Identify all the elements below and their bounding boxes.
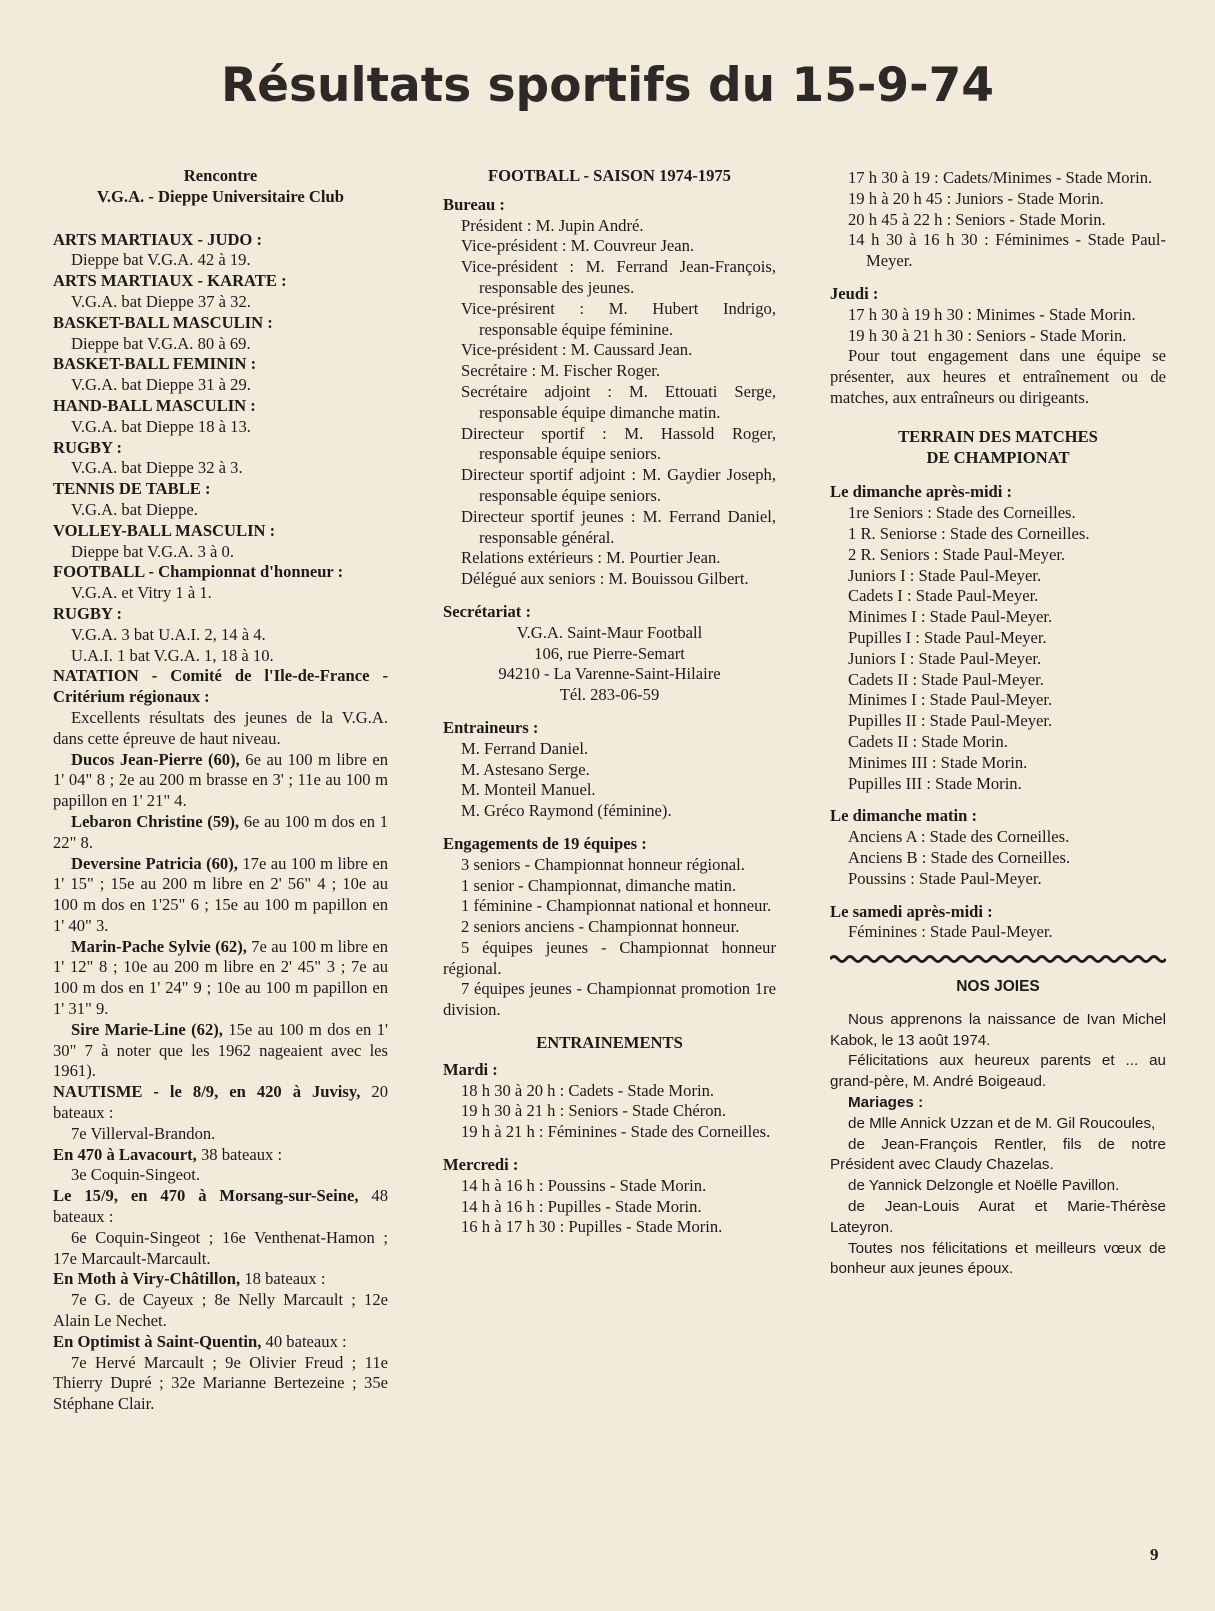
rugby-result: V.G.A. 3 bat U.A.I. 2, 14 à 4.: [71, 624, 266, 644]
football-heading: FOOTBALL - SAISON 1974-1975: [488, 166, 731, 185]
sport-label: BASKET-BALL FEMININ :: [53, 354, 257, 374]
optimist-boats: 40 bateaux :: [265, 1331, 347, 1351]
column-results: [53, 166, 388, 1415]
swimmer-name: Marin-Pache Sylvie (62),: [71, 936, 247, 956]
mercredi-label: Mercredi :: [443, 1155, 519, 1175]
jeudi-label: Jeudi :: [830, 283, 879, 303]
engagement-note: Pour tout engagement dans une équipe se présenter, aux heures et entraînement ou de matches, aux entraîneurs ou dirigeants.: [830, 346, 1166, 407]
lavacourt-entry: [53, 1145, 388, 1166]
natation-label: NATATION - Comité de l'Ile-de-France - Critérium régionaux :: [53, 666, 388, 707]
swimmer-times: 15e au 100 m dos en 1' 30" 7 à noter que les 1962 nageaient avec les 1961).: [53, 1019, 388, 1081]
nautisme-result: 7e Villerval-Brandon.: [71, 1123, 216, 1143]
address-phone: Tél. 283-06-59: [559, 685, 660, 705]
bureau-member: Secrétaire : M. Fischer Roger.: [461, 361, 661, 381]
mercredi-cont-list: [830, 168, 1166, 272]
morsang-result: 6e Coquin-Singeot ; 16e Venthenat-Hamon ; 17e Marcault-Marcault.: [53, 1227, 388, 1268]
mariage-entry: de Jean-François Rentler, fils de notre Président avec Claudy Chazelas.: [830, 1135, 1166, 1174]
sport-result: V.G.A. bat Dieppe 32 à 3.: [71, 458, 243, 478]
bureau-member: Directeur sportif : M. Hassold Roger, responsable équipe seniors.: [461, 423, 776, 464]
moth-label: En Moth à Viry-Châtillon,: [53, 1269, 241, 1289]
training-slot: 20 h 45 à 22 h : Seniors - Stade Morin.: [848, 209, 1106, 229]
swimmer-name: Deversine Patricia (60),: [71, 853, 238, 873]
moth-boats: 18 bateaux :: [244, 1269, 326, 1289]
sport-result: V.G.A. bat Dieppe.: [71, 499, 198, 519]
sport-result: Dieppe bat V.G.A. 80 à 69.: [71, 333, 251, 353]
field-assignment: 1 R. Seniorse : Stade des Corneilles.: [848, 523, 1090, 543]
field-assignment: Poussins : Stade Paul-Meyer.: [848, 868, 1042, 888]
field-assignment: Cadets II : Stade Paul-Meyer.: [848, 669, 1044, 689]
mariage-entry: de Jean-Louis Aurat et Marie-Thérèse Lateyron.: [830, 1198, 1166, 1236]
column-schedule: [830, 168, 1166, 1280]
sport-result: V.G.A. bat Dieppe 18 à 13.: [71, 416, 251, 436]
entrainements-heading: ENTRAINEMENTS: [536, 1033, 683, 1053]
moth-result: 7e G. de Cayeux ; 8e Nelly Marcault ; 12e Alain Le Nechet.: [53, 1290, 388, 1331]
bureau-member: Délégué aux seniors : M. Bouissou Gilbert.: [461, 569, 749, 589]
bureau-member: Vice-président : M. Couvreur Jean.: [461, 236, 695, 256]
training-slot: 18 h 30 à 20 h : Cadets - Stade Morin.: [461, 1080, 715, 1100]
entraineurs-list: [443, 739, 776, 822]
field-assignment: Minimes I : Stade Paul-Meyer.: [848, 690, 1053, 710]
bureau-member: Vice-président : M. Caussard Jean.: [461, 340, 693, 360]
training-slot: 17 h 30 à 19 h 30 : Minimes - Stade Morin.: [848, 304, 1136, 324]
field-assignment: Juniors I : Stade Paul-Meyer.: [848, 565, 1042, 585]
joies-final: Toutes nos félicitations et meilleurs vœux de bonheur aux jeunes époux.: [830, 1239, 1166, 1278]
training-slot: 16 h à 17 h 30 : Pupilles - Stade Morin.: [461, 1217, 723, 1237]
sport-label: ARTS MARTIAUX - KARATE :: [53, 271, 287, 291]
mariages-label: Mariages :: [848, 1094, 924, 1112]
training-slot: 19 h à 20 h 45 : Juniors - Stade Morin.: [848, 188, 1104, 208]
engagement: 7 équipes jeunes - Championnat promotion 1re division.: [443, 979, 776, 1020]
sport-label: TENNIS DE TABLE :: [53, 479, 211, 499]
nautisme-boats: 20 bateaux :: [53, 1082, 389, 1123]
bureau-member: Vice-présirent : M. Hubert Indrigo, responsable équipe féminine.: [461, 298, 776, 339]
sport-label: FOOTBALL - Championnat d'honneur :: [53, 562, 344, 582]
training-slot: 19 h 30 à 21 h : Seniors - Stade Chéron.: [461, 1101, 727, 1121]
morsang-label: Le 15/9, en 470 à Morsang-sur-Seine,: [53, 1186, 359, 1206]
sport-label: HAND-BALL MASCULIN :: [53, 395, 256, 415]
moth-entry: [53, 1269, 388, 1290]
wavy-divider: [830, 951, 1166, 965]
terrain-heading-2: DE CHAMPIONAT: [926, 447, 1070, 467]
field-assignment: Anciens B : Stade des Corneilles.: [848, 847, 1071, 867]
optimist-label: En Optimist à Saint-Quentin,: [53, 1331, 262, 1351]
rugby-result: U.A.I. 1 bat V.G.A. 1, 18 à 10.: [71, 645, 274, 665]
bureau-member: Relations extérieurs : M. Pourtier Jean.: [461, 548, 721, 568]
joies-congrats: Félicitations aux heureux parents et ... au grand-père, M. André Boigeaud.: [830, 1052, 1166, 1091]
engagements-label: Engagements de 19 équipes :: [443, 833, 647, 853]
bureau-label: Bureau :: [443, 194, 505, 214]
column-football: [443, 166, 776, 1238]
mardi-list: [443, 1081, 776, 1143]
lavacourt-label: En 470 à Lavacourt,: [53, 1144, 197, 1164]
field-assignment: Juniors I : Stade Paul-Meyer.: [848, 648, 1042, 668]
joies-birth: Nous apprenons la naissance de Ivan Michel Kabok, le 13 août 1974.: [830, 1010, 1166, 1049]
sport-result: Dieppe bat V.G.A. 42 à 19.: [71, 250, 251, 270]
field-assignment: Cadets II : Stade Morin.: [848, 731, 1008, 751]
training-slot: 14 h à 16 h : Pupilles - Stade Morin.: [461, 1196, 702, 1216]
meeting-heading: Rencontre: [183, 166, 258, 185]
swimmer-name: Sire Marie-Line (62),: [71, 1019, 223, 1039]
page-number: 9: [1150, 1545, 1159, 1564]
natation-text: Excellents résultats des jeunes de la V.G.A. dans cette épreuve de haut niveau.: [53, 707, 388, 748]
mariage-entry: de Mlle Annick Uzzan et de M. Gil Roucoules,: [848, 1114, 1156, 1132]
sport-result: V.G.A. bat Dieppe 37 à 32.: [71, 291, 251, 311]
mardi-label: Mardi :: [443, 1059, 498, 1079]
training-slot: 19 h 30 à 21 h 30 : Seniors - Stade Morin.: [848, 325, 1127, 345]
sport-label: BASKET-BALL MASCULIN :: [53, 312, 273, 332]
secretariat-address: [443, 623, 776, 706]
rugby-label: RUGBY :: [53, 603, 122, 623]
engagement: 3 seniors - Championnat honneur régional.: [461, 854, 745, 874]
bureau-member: Président : M. Jupin André.: [461, 215, 644, 235]
jeudi-list: [830, 305, 1166, 347]
field-assignment: Pupilles II : Stade Paul-Meyer.: [848, 711, 1053, 731]
field-assignment: 1re Seniors : Stade des Corneilles.: [848, 503, 1076, 523]
morsang-entry: [53, 1186, 388, 1228]
field-assignment: Féminines : Stade Paul-Meyer.: [848, 922, 1053, 942]
bureau-member: Vice-président : M. Ferrand Jean-François, responsable des jeunes.: [461, 257, 776, 297]
training-slot: 19 h à 21 h : Féminines - Stade des Corneilles.: [461, 1122, 771, 1142]
engagement: 1 senior - Championnat, dimanche matin.: [461, 875, 737, 895]
address-line: 106, rue Pierre-Semart: [534, 643, 685, 663]
swimmer-times: 17e au 100 m libre en 1' 15" ; 15e au 200 m libre en 2' 56" 4 ; 10e au 100 m dos en 1'25" 6 ; 15e au 100 m papillon en 1' 40" 3.: [53, 853, 388, 935]
mariage-entry: de Yannick Delzongle et Noëlle Pavillon.: [848, 1177, 1120, 1195]
training-slot: 14 h 30 à 16 h 30 : Féminimes - Stade Paul-Meyer.: [848, 230, 1166, 271]
bureau-member: Directeur sportif adjoint : M. Gaydier Joseph, responsable équipe seniors.: [461, 465, 776, 505]
sport-result: Dieppe bat V.G.A. 3 à 0.: [71, 541, 234, 561]
morsang-boats: 48 bateaux :: [53, 1186, 388, 1227]
address-line: 94210 - La Varenne-Saint-Hilaire: [498, 664, 721, 684]
terrain-heading: TERRAIN DES MATCHES: [898, 426, 1098, 446]
samedi-list: [830, 922, 1166, 943]
dimanche-apm-list: [830, 503, 1166, 794]
training-slot: 14 h à 16 h : Poussins - Stade Morin.: [461, 1175, 707, 1195]
lavacourt-boats: 38 bateaux :: [200, 1144, 283, 1164]
swimmer-entry: [53, 750, 388, 812]
lavacourt-result: 3e Coquin-Singeot.: [71, 1165, 201, 1185]
sport-label: ARTS MARTIAUX - JUDO :: [53, 229, 263, 249]
bureau-member: Directeur sportif jeunes : M. Ferrand Daniel, responsable général.: [461, 506, 776, 547]
entraineur: M. Astesano Serge.: [461, 759, 590, 779]
bureau-list: [443, 216, 776, 590]
dimanche-apm-label: Le dimanche après-midi :: [830, 482, 1013, 502]
engagement: 1 féminine - Championnat national et honneur.: [461, 896, 772, 916]
joies-heading: NOS JOIES: [956, 978, 1040, 996]
field-assignment: Minimes III : Stade Morin.: [848, 752, 1028, 772]
entraineurs-label: Entraineurs :: [443, 717, 539, 737]
field-assignment: Pupilles I : Stade Paul-Meyer.: [848, 627, 1047, 647]
sport-label: RUGBY :: [53, 437, 122, 457]
sport-label: VOLLEY-BALL MASCULIN :: [53, 520, 276, 540]
dimanche-matin-list: [830, 827, 1166, 889]
joies-section: [830, 1010, 1166, 1280]
dimanche-matin-label: Le dimanche matin :: [830, 806, 978, 826]
optimist-result: 7e Hervé Marcault ; 9e Olivier Freud ; 11e Thierry Dupré ; 32e Marianne Bertezeine ; 35e Stéphane Clair.: [53, 1352, 388, 1414]
engagement: 2 seniors anciens - Championnat honneur.: [461, 917, 740, 937]
field-assignment: Anciens A : Stade des Corneilles.: [848, 827, 1070, 847]
field-assignment: 2 R. Seniors : Stade Paul-Meyer.: [848, 544, 1066, 564]
engagement: 5 équipes jeunes - Championnat honneur régional.: [443, 937, 776, 978]
swimmer-entry: [53, 1020, 388, 1082]
swimmer-times: 6e au 100 m dos en 1 22" 8.: [53, 811, 389, 852]
nautisme-entry: [53, 1082, 388, 1124]
nautisme-label: NAUTISME - le 8/9, en 420 à Juvisy,: [53, 1082, 361, 1102]
swimmer-entry: [53, 937, 388, 1020]
optimist-entry: [53, 1332, 388, 1353]
entraineur: M. Monteil Manuel.: [461, 780, 596, 800]
mercredi-list: [443, 1176, 776, 1238]
samedi-label: Le samedi après-midi :: [830, 901, 993, 921]
entraineur: M. Ferrand Daniel.: [461, 738, 589, 758]
field-assignment: Minimes I : Stade Paul-Meyer.: [848, 607, 1053, 627]
page-title: Résultats sportifs du 15-9-74: [220, 58, 995, 113]
swimmer-times: 6e au 100 m libre en 1' 04" 8 ; 2e au 200 m brasse en 3' ; 11e au 100 m papillon en 1' 21" 4.: [53, 749, 389, 811]
swimmer-entry: [53, 812, 388, 854]
swimmer-entry: [53, 854, 388, 937]
sport-result: V.G.A. et Vitry 1 à 1.: [71, 583, 212, 603]
bureau-member: Secrétaire adjoint : M. Ettouati Serge, responsable équipe dimanche matin.: [461, 381, 776, 422]
address-line: V.G.A. Saint-Maur Football: [516, 622, 703, 642]
swimmer-times: 7e au 100 m libre en 1' 12" 8 ; 10e au 200 m libre en 2' 45" 3 ; 7e au 100 m dos en 1' 24" 9 ; 10e au 100 m papillon en 1' 31" 9.: [53, 936, 388, 1019]
training-slot: 17 h 30 à 19 : Cadets/Minimes - Stade Morin.: [848, 168, 1153, 187]
field-assignment: Pupilles III : Stade Morin.: [848, 773, 1022, 793]
swimmer-name: Lebaron Christine (59),: [71, 811, 240, 831]
swimmer-name: Ducos Jean-Pierre (60),: [71, 749, 240, 769]
entraineur: M. Gréco Raymond (féminine).: [461, 801, 672, 821]
sport-result: V.G.A. bat Dieppe 31 à 29.: [71, 375, 251, 395]
results-list: [53, 230, 388, 604]
secretariat-label: Secrétariat :: [443, 601, 531, 621]
engagements-list: [443, 855, 776, 1021]
field-assignment: Cadets I : Stade Paul-Meyer.: [848, 586, 1039, 606]
meeting-teams: V.G.A. - Dieppe Universitaire Club: [97, 186, 344, 206]
